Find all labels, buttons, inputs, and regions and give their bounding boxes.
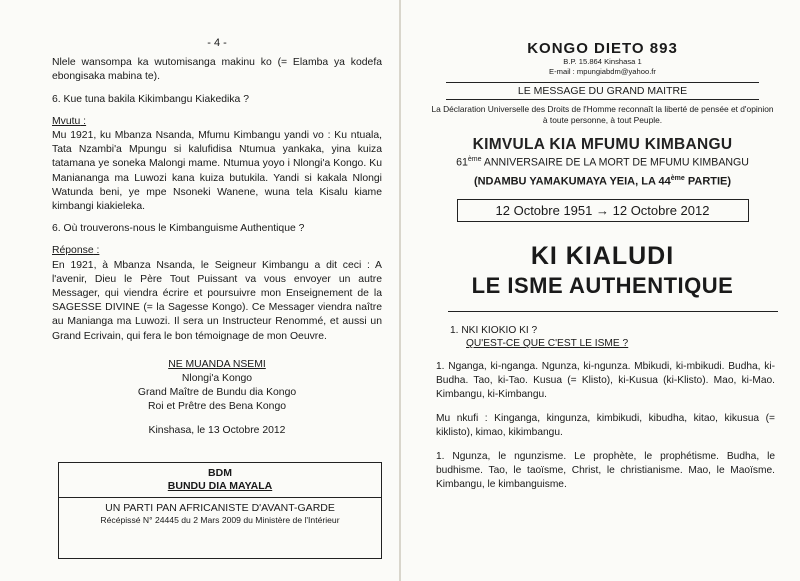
answer-french (52, 244, 382, 343)
ndambu-sup: ème (670, 174, 685, 182)
answer-french-text: En 1921, à Mbanza Nsanda, le Seigneur Kimbangu a dit ceci : A l'avenir, Dieu le Père Tout Puissant va vous envoyer un autre Messager, qui viendra écrire et poursuivre mon Enseignement de la SAGESSE DIVINE (= la Sagesse Kongo). Ce Messager viendra naître au Manianga ma Luwozi. Il sera un Instructeur Renommé, et aussi un Grand Ecrivain, qui fera le bon témoignage de mon Oeuvre. (52, 259, 382, 342)
answer-kongo-text: Mu 1921, ku Mbanza Nsanda, Mfumu Kimbangu yandi vo : Ku ntuala, Tata Nzambi'a Mpungu si kalufidisa Ntumua yankaka, yina kuiza tatamana ye soneka Malongi mame. Ntumua yoyo i Nlongi'a Kongo. Ku Maniananga ma Luwozi kana kuiza butukila. Yandi si kakala Nlongi Watunda beni, ye mpe Nsoneki Wanene, wuna tela Kisalu kiame kimbangi kiakieleka. (52, 130, 382, 213)
page-fold (399, 0, 401, 581)
journal-title: KONGO DIETO 893 (527, 40, 678, 57)
signature-line-1: Nlongi'a Kongo (181, 372, 253, 384)
bdm-name: BUNDU DIA MAYALA (167, 480, 273, 492)
ndambu-pre: (NDAMBU YAMAKUMAYA YEIA, LA 44 (473, 175, 671, 188)
reponse-colon: : (93, 245, 100, 257)
question-kongo: 6. Kue tuna bakila Kikimbangu Kiakedika ? (52, 93, 249, 105)
question-block (430, 324, 775, 350)
title-rule (448, 311, 778, 312)
answer-kongo-label (52, 115, 382, 129)
ndambu-post: PARTIE) (684, 175, 732, 188)
signature-name: NE MUANDA NSEMI (168, 358, 266, 370)
answer-french-label (52, 244, 382, 258)
question-french-right: QU'EST-CE QUE C'EST LE ISME ? (466, 338, 629, 350)
anniversary-sup: ème (467, 156, 482, 163)
signature-line-2: Grand Maître de Bundu dia Kongo (137, 386, 297, 398)
big-title-2: LE ISME AUTHENTIQUE (471, 273, 734, 299)
headline: KIMVULA KIA MFUMU KIMBANGU (472, 136, 733, 153)
mvutu-colon: : (80, 115, 87, 127)
anniversary-line (430, 156, 775, 169)
intro-paragraph: Nlele wansompa ka wutomisanga makinu ko (= Elamba ya kodefa ebongisaka mabina te). (52, 57, 382, 83)
question-french: 6. Où trouverons-nous le Kimbanguisme Authentique ? (52, 223, 305, 235)
reponse-label: Réponse (52, 245, 94, 257)
signature-block (52, 358, 382, 414)
journal-address: B.P. 15.864 Kinshasa 1 (563, 57, 642, 66)
paragraph-2: Mu nkufi : Kinganga, kingunza, kimbikudi, kibudha, kitao, kikusua (= kiklisto), kimao, kikimbangu. (436, 413, 775, 439)
journal-email: E-mail : mpungiabdm@yahoo.fr (549, 66, 656, 76)
signature-date: Kinshasa, le 13 Octobre 2012 (148, 424, 286, 436)
date-range-box (457, 199, 749, 222)
date-start: 12 Octobre 1951 (495, 203, 593, 219)
paragraph-1: 1. Nganga, ki-nganga. Ngunza, ki-ngunza. Mbikudi, ki-mbikudi. Budha, ki-Budha. Tao, ki-Tao. Kusua (= Klisto), ki-Kusua (ki-Klisto). Mao, ki-Mao. Kimbangu, ki-Kimbangu. (436, 361, 775, 401)
left-page (52, 36, 382, 438)
declaration-text: La Déclaration Universelle des Droits de l'Homme reconnaît la liberté de pensée et d'opinion à toute personne, à tout Peuple. (431, 104, 774, 125)
anniversary-rest: ANNIVERSAIRE DE LA MORT DE MFUMU KIMBANGU (481, 156, 749, 169)
bdm-registration: Récépissé N° 24445 du 2 Mars 2009 du Ministère de l'Intérieur (100, 515, 340, 525)
date-end: 12 Octobre 2012 (612, 203, 710, 219)
mvutu-label: Mvutu (52, 115, 81, 127)
answer-kongo (52, 115, 382, 214)
question-kongo-right: 1. NKI KIOKIO KI ? (450, 325, 538, 337)
anniversary-number: 61 (456, 156, 468, 169)
bdm-party: UN PARTI PAN AFRICANISTE D'AVANT-GARDE (105, 502, 335, 514)
big-title-1: KI KIALUDI (530, 242, 675, 271)
ndambu-line (430, 175, 775, 188)
right-page (430, 36, 775, 492)
bdm-divider (59, 497, 381, 498)
page-number: - 4 - (207, 37, 227, 49)
bdm-box (58, 462, 382, 559)
paragraph-3: 1. Ngunza, le ngunzisme. Le prophète, le prophétisme. Budha, le budhisme. Tao, le taoïsme, Christ, le christianisme. Mao, le Maoïsme. Kimbangu, le kimbanguisme. (436, 451, 775, 491)
bdm-abbr: BDM (208, 467, 232, 479)
signature-line-3: Roi et Prêtre des Bena Kongo (147, 400, 287, 412)
message-band: LE MESSAGE DU GRAND MAITRE (446, 82, 759, 100)
arrow-right-icon: → (596, 203, 609, 219)
